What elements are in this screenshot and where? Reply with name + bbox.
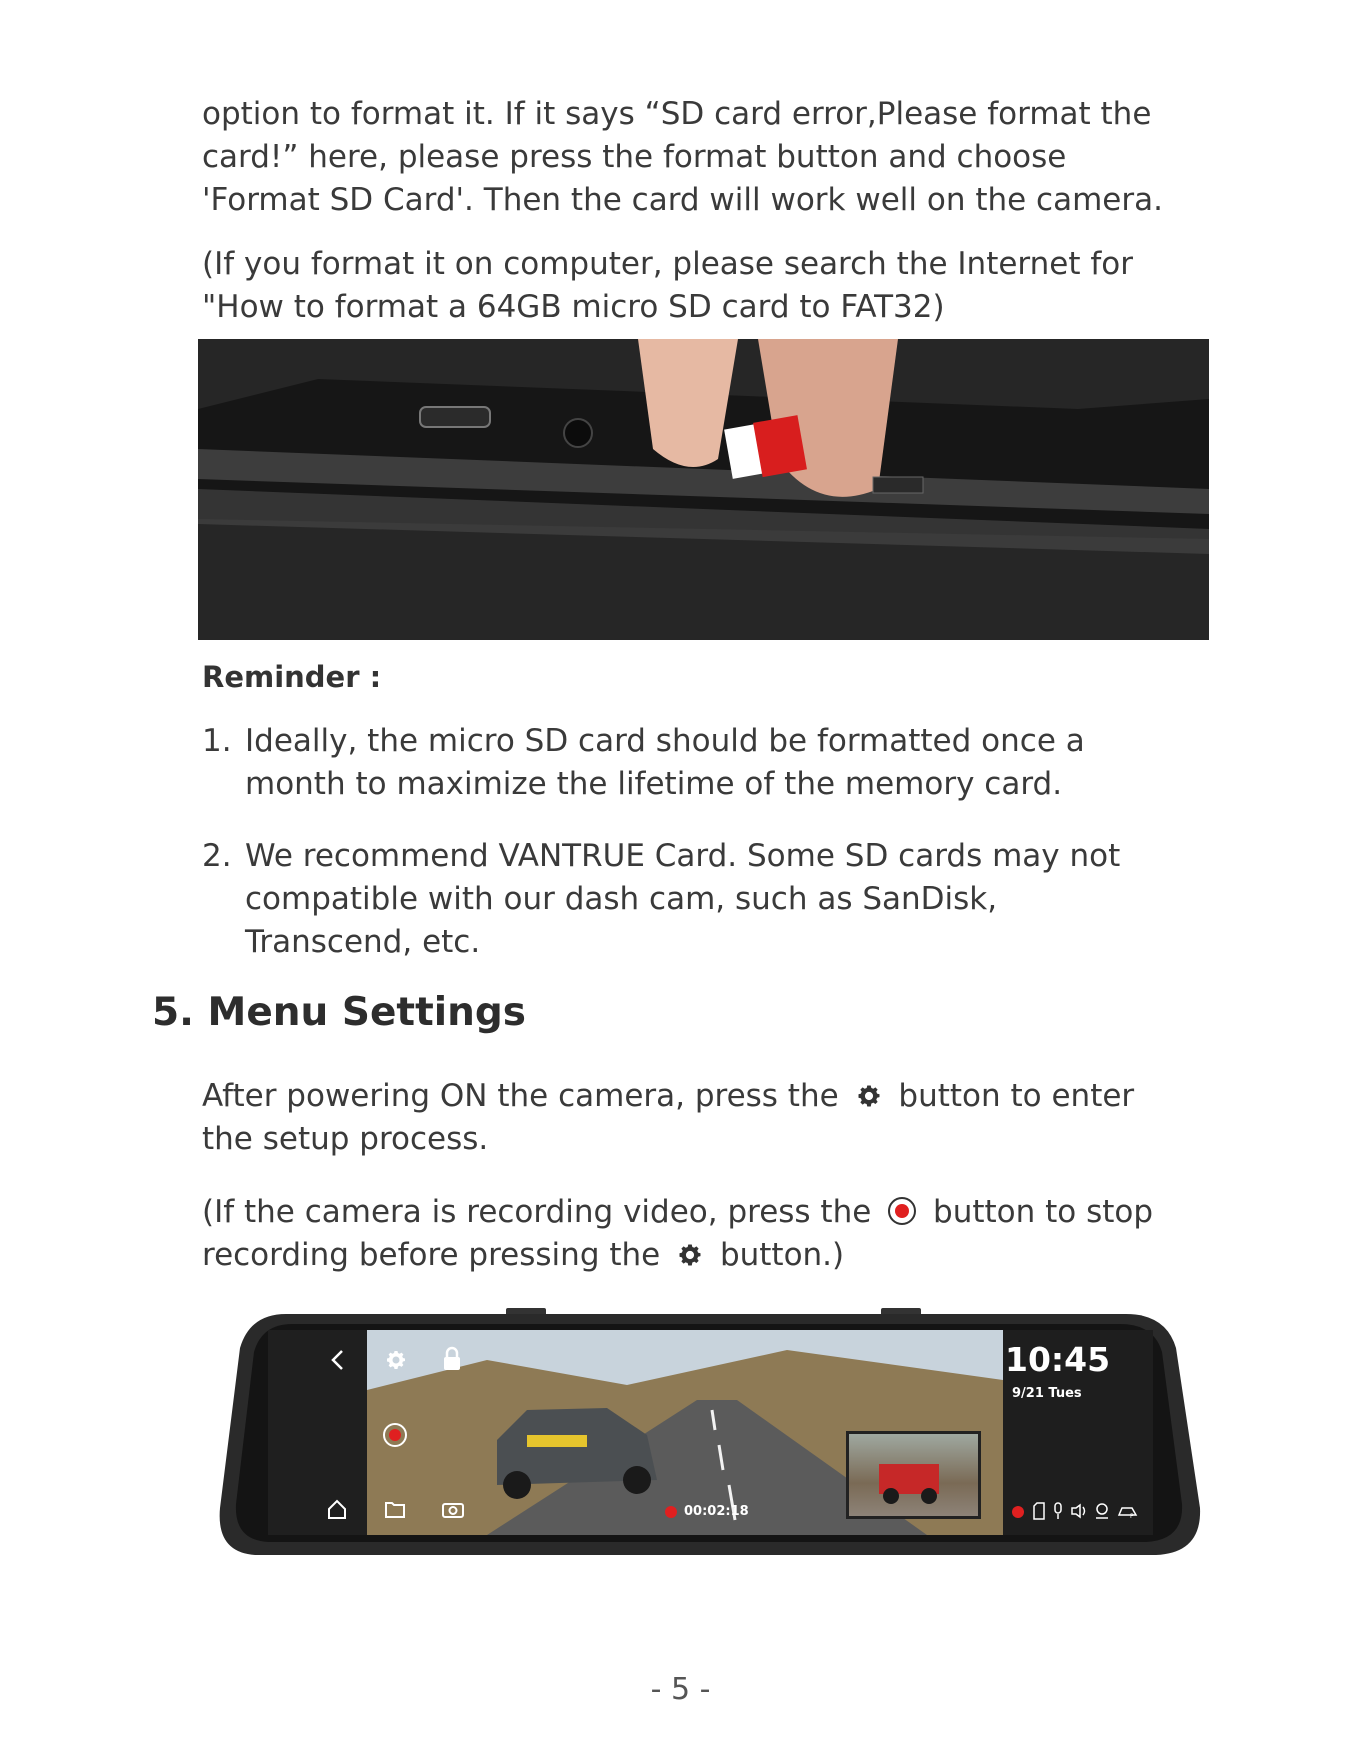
page-number: - 5 - <box>650 1672 711 1707</box>
reminder-title: Reminder : <box>202 660 382 694</box>
intro-line-2: card!” here, please press the format button and choose <box>202 139 1067 175</box>
reminder-item-2-line-3: Transcend, etc. <box>245 924 481 960</box>
section-heading: 5. Menu Settings <box>152 990 526 1035</box>
camera-icon[interactable] <box>441 1500 465 1518</box>
menu-p1-after: button to enter <box>898 1078 1135 1114</box>
menu-p2-line2-before: recording before pressing the <box>202 1237 661 1273</box>
sd-card-icon <box>1032 1502 1046 1520</box>
intro-line-3: 'Format SD Card'. Then the card will work well on the camera. <box>202 182 1163 218</box>
menu-p2-after: button to stop <box>933 1194 1154 1230</box>
folder-icon[interactable] <box>384 1499 406 1519</box>
note-line-2: "How to format a 64GB micro SD card to FAT32) <box>202 289 945 325</box>
gps-icon <box>1094 1502 1110 1520</box>
sd-card-insertion-photo <box>198 339 1209 640</box>
gear-icon[interactable] <box>384 1348 408 1372</box>
recording-status-icon <box>1011 1505 1025 1519</box>
menu-p1-line-2: the setup process. <box>202 1121 489 1157</box>
note-line-1: (If you format it on computer, please search the Internet for <box>202 246 1133 282</box>
intro-line-1: option to format it. If it says “SD card error,Please format the <box>202 96 1152 132</box>
speaker-icon <box>1070 1503 1088 1519</box>
menu-paragraph-2-line-2 <box>202 1234 1232 1281</box>
dashcam-date: 9/21 Tues <box>1012 1386 1082 1401</box>
menu-p2-line2-after: button.) <box>719 1237 845 1273</box>
menu-p2-before: (If the camera is recording video, press the <box>202 1194 872 1230</box>
sd-card-photo-drawing <box>198 339 1209 640</box>
menu-p1-before: After powering ON the camera, press the <box>202 1078 839 1114</box>
rear-camera-preview[interactable] <box>846 1431 981 1519</box>
reminder-item-1-line-2: month to maximize the lifetime of the memory card. <box>245 766 1063 802</box>
record-icon <box>887 1195 917 1238</box>
home-icon[interactable] <box>326 1498 348 1520</box>
recording-timer: 00:02:18 <box>684 1504 749 1519</box>
record-icon[interactable] <box>382 1422 408 1448</box>
reminder-item-1-line-1: Ideally, the micro SD card should be formatted once a <box>245 723 1085 759</box>
recording-indicator-icon <box>664 1505 678 1519</box>
menu-paragraph-2 <box>202 1191 1232 1238</box>
list-number: 1. <box>202 723 232 759</box>
menu-paragraph-1 <box>202 1075 1232 1122</box>
back-icon[interactable] <box>328 1348 348 1372</box>
gear-icon <box>855 1079 883 1122</box>
parking-icon <box>1117 1503 1139 1519</box>
reminder-item-2-line-1: We recommend VANTRUE Card. Some SD cards may not <box>245 838 1121 874</box>
rear-camera-scene <box>849 1434 978 1516</box>
microphone-icon <box>1052 1502 1064 1520</box>
dashcam-clock: 10:45 <box>1005 1340 1111 1379</box>
list-number: 2. <box>202 838 232 874</box>
reminder-item-2-line-2: compatible with our dash cam, such as SanDisk, <box>245 881 998 917</box>
svg-text:P: P <box>1130 1513 1134 1519</box>
lock-icon[interactable] <box>441 1346 463 1372</box>
gear-icon <box>676 1238 704 1281</box>
